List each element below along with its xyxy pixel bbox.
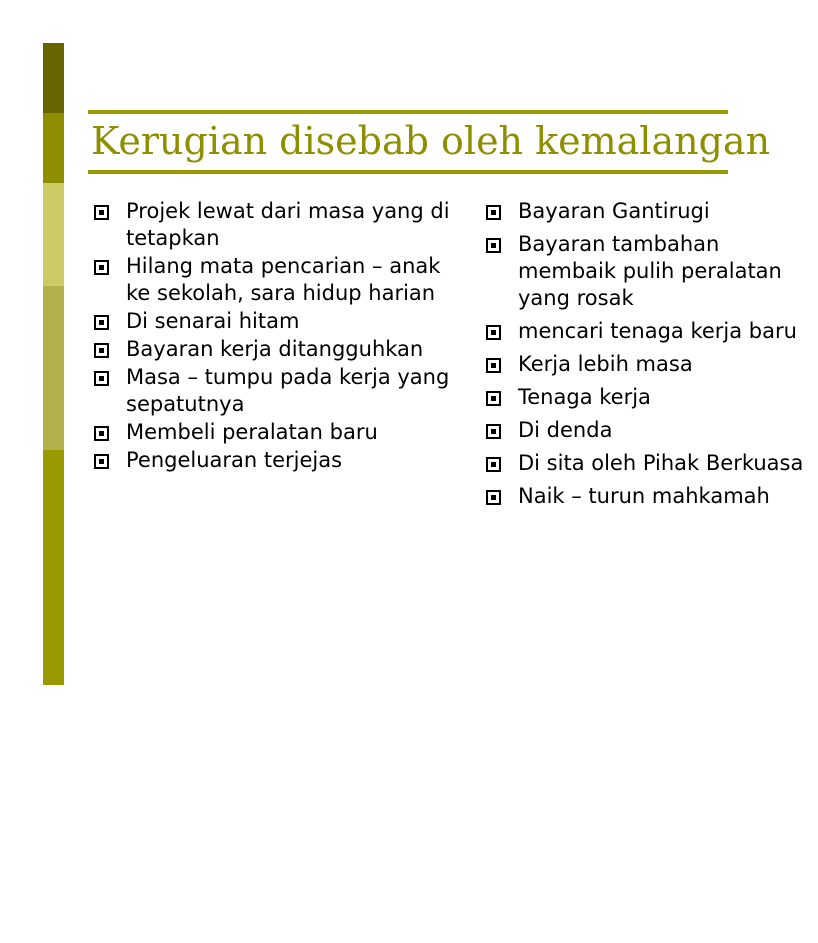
- square-bullet-icon: [486, 490, 501, 505]
- square-bullet-icon: [486, 391, 501, 406]
- title-top-rule: [88, 110, 728, 114]
- side-bar-segment: [43, 113, 64, 183]
- square-bullet-icon: [486, 325, 501, 340]
- square-bullet-icon: [94, 426, 109, 441]
- square-bullet-icon: [94, 205, 109, 220]
- side-bar-segment: [43, 286, 64, 450]
- list-item-text: Masa – tumpu pada kerja yang sepatutnya: [126, 365, 450, 416]
- list-item-text: Tenaga kerja: [518, 385, 651, 409]
- square-bullet-icon: [486, 424, 501, 439]
- list-item-text: Di senarai hitam: [126, 309, 300, 333]
- list-item: [486, 231, 806, 312]
- list-item-text: Di sita oleh Pihak Berkuasa: [518, 451, 804, 475]
- list-item: [94, 253, 454, 307]
- list-item-text: mencari tenaga kerja baru: [518, 319, 797, 343]
- list-item: [94, 336, 454, 363]
- list-item-text: Kerja lebih masa: [518, 352, 693, 376]
- list-item-text: Hilang mata pencarian – anak ke sekolah, sara hidup harian: [126, 254, 441, 305]
- square-bullet-icon: [94, 260, 109, 275]
- list-item-text: Bayaran Gantirugi: [518, 199, 710, 223]
- list-item: [94, 198, 454, 252]
- list-item-text: Membeli peralatan baru: [126, 420, 378, 444]
- list-item-text: Naik – turun mahkamah: [518, 484, 770, 508]
- square-bullet-icon: [486, 457, 501, 472]
- list-item: [486, 384, 806, 411]
- side-bar-segment: [43, 183, 64, 286]
- list-item: [94, 419, 454, 446]
- square-bullet-icon: [94, 315, 109, 330]
- square-bullet-icon: [94, 371, 109, 386]
- list-item-text: Projek lewat dari masa yang di tetapkan: [126, 199, 450, 250]
- title-bottom-rule: [88, 170, 728, 174]
- list-item: [94, 447, 454, 474]
- side-bar-segment: [43, 43, 64, 113]
- list-item-text: Di denda: [518, 418, 613, 442]
- list-item: [486, 450, 806, 477]
- side-bar-segment: [43, 450, 64, 685]
- list-item: [486, 351, 806, 378]
- slide-title: Kerugian disebab oleh kemalangan: [91, 119, 771, 163]
- square-bullet-icon: [94, 343, 109, 358]
- list-item: [94, 308, 454, 335]
- list-item-text: Bayaran tambahan membaik pulih peralatan yang rosak: [518, 232, 782, 310]
- square-bullet-icon: [486, 358, 501, 373]
- list-item-text: Pengeluaran terjejas: [126, 448, 343, 472]
- square-bullet-icon: [486, 238, 501, 253]
- list-item: [486, 318, 806, 345]
- list-item: [486, 483, 806, 510]
- square-bullet-icon: [94, 454, 109, 469]
- square-bullet-icon: [486, 205, 501, 220]
- list-item: [486, 417, 806, 444]
- list-item: [94, 364, 454, 418]
- list-item-text: Bayaran kerja ditangguhkan: [126, 337, 424, 361]
- right-bullet-list: [486, 198, 806, 516]
- left-bullet-list: [94, 198, 454, 475]
- list-item: [486, 198, 806, 225]
